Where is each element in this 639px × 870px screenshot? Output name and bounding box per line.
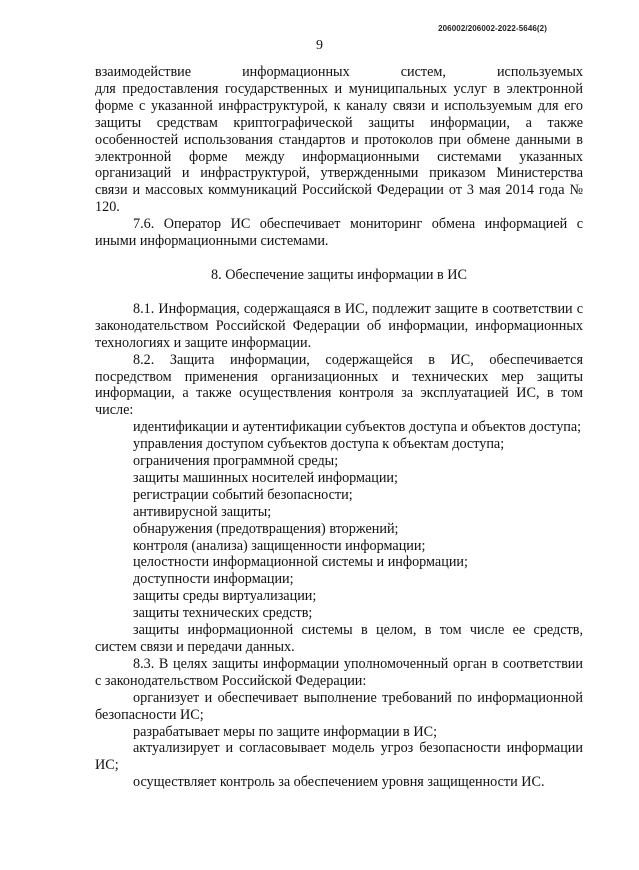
- document-body: [95, 64, 583, 791]
- measure-item: доступности информации;: [133, 571, 294, 588]
- paragraph-7-6: 7.6. Оператор ИС обеспечивает мониторинг обмена информацией с иными информационными системами.: [95, 216, 583, 250]
- measure-item: идентификации и аутентификации субъектов доступа и объектов доступа;: [133, 419, 582, 436]
- page-number: 9: [316, 38, 323, 53]
- paragraph-8-3: 8.3. В целях защиты информации уполномоченный орган в соответствии с законодательством Российской Федерации:: [95, 655, 583, 689]
- measure-item: защиты среды виртуализации;: [133, 588, 317, 605]
- duty-item: разрабатывает меры по защите информации в ИС;: [133, 723, 438, 740]
- measure-item: управления доступом субъектов доступа к объектам доступа;: [133, 436, 505, 453]
- measure-item: регистрации событий безопасности;: [133, 486, 353, 503]
- paragraph-8-2: 8.2. Защита информации, содержащейся в ИС, обеспечивается посредством применения организационных и технических мер защиты информации, а также осуществления контроля за эксплуатацией ИС, в том числе:: [95, 351, 583, 419]
- duty-item: организует и обеспечивает выполнение требований по информационной безопасности ИС;: [95, 689, 583, 723]
- measure-item: защиты машинных носителей информации;: [133, 469, 398, 486]
- intro-first-line: взаимодействие информационных систем, используемых: [95, 64, 583, 80]
- document-id: 206002/206002-2022-5646(2): [438, 24, 547, 33]
- duty-item: актуализирует и согласовывает модель угроз безопасности информации ИС;: [95, 740, 583, 774]
- measure-item: целостности информационной системы и информации;: [133, 554, 468, 571]
- measure-item: ограничения программной среды;: [133, 453, 339, 470]
- measure-item: обнаружения (предотвращения) вторжений;: [133, 520, 399, 537]
- measure-item: антивирусной защиты;: [133, 503, 272, 520]
- intro-paragraph: для предоставления государственных и муниципальных услуг в электронной форме с указанной инфраструктурой, к каналу связи и используемым для его защиты средствам криптографической защиты информации, а также особенностей использования стандартов и протоколов при обмене данными в электронной форме между информационными системами указанных организаций и инфраструктурой, утвержденными приказом Министерства связи и массовых коммуникаций Российской Федерации от 3 мая 2014 года № 120.: [95, 80, 583, 216]
- measure-item: защиты технических средств;: [133, 605, 313, 622]
- duty-item: осуществляет контроль за обеспечением уровня защищенности ИС.: [133, 774, 545, 791]
- measure-item: защиты информационной системы в целом, в том числе ее средств, систем связи и передачи данных.: [95, 622, 583, 655]
- measure-item: контроля (анализа) защищенности информации;: [133, 537, 426, 554]
- section-heading: 8. Обеспечение защиты информации в ИС: [211, 266, 467, 283]
- paragraph-8-1: 8.1. Информация, содержащаяся в ИС, подлежит защите в соответствии с законодательством Российской Федерации об информации, информационных технологиях и защите информации.: [95, 300, 583, 351]
